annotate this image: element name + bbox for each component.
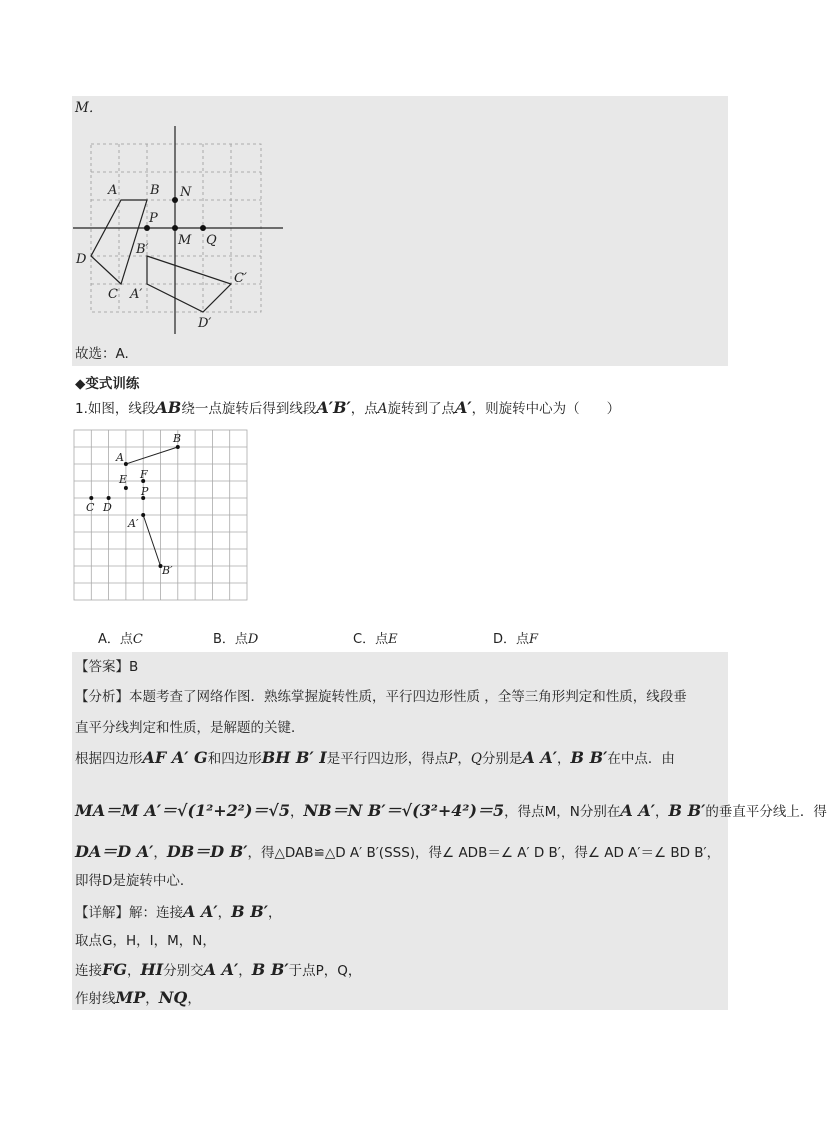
fig2-label-b: B [173, 432, 182, 445]
analysis-line-6: 即得D是旋转中心． [75, 873, 194, 889]
fig2-label-c: C [86, 501, 95, 514]
fig1-label-c: C [108, 287, 118, 302]
fig1-label-a-prime: A′ [130, 287, 143, 302]
analysis-line-3: 根据四边形AF A′ G和四边形BH B′ I是平行四边形，得点P，Q分别是A A′，B B′在中点．由 [75, 748, 675, 767]
fig1-label-d: D [76, 252, 87, 267]
fig1-label-b: B [150, 183, 160, 198]
fig2-label-a: A [116, 451, 124, 464]
fig1-label-b-prime: B′ [136, 242, 149, 257]
detail-line-2: 取点G，H，I，M，N， [75, 933, 216, 949]
option-b[interactable]: B．点D [213, 632, 259, 647]
fig1-label-p: P [149, 211, 158, 226]
option-d[interactable]: D．点F [493, 632, 539, 647]
analysis-line-1: 【分析】本题考查了网络作图．熟练掌握旋转性质，平行四边形性质 ，全等三角形判定和性质，线段垂 [75, 689, 687, 705]
fig2-label-e: E [119, 473, 128, 486]
analysis-line-2: 直平分线判定和性质，是解题的关键． [75, 720, 305, 736]
fig1-label-d-prime: D′ [198, 316, 212, 331]
fig1-label-c-prime: C′ [234, 271, 247, 286]
text-line-m: M． [75, 100, 103, 116]
detail-line-3: 连接FG，HI分别交A A′，B B′于点P，Q， [75, 960, 362, 979]
fig2-label-p: P [141, 485, 149, 498]
analysis-line-5: DA＝D A′，DB＝D B′，得△DAB≌△D A′ B′(SSS)，得∠ ADB＝∠ A′ D B′，得∠ AD A′＝∠ BD B′， [75, 842, 721, 861]
rotation-figure-2 [72, 428, 250, 604]
detail-line-4: 作射线MP，NQ， [75, 988, 201, 1007]
conclusion-text: 故选：A. [75, 346, 129, 362]
analysis-line-4: MA＝M A′＝√(1²+2²)＝√5，NB＝N B′＝√(3²+4²)＝5，得点M，N分别在A A′，B B′的垂直平分线上．得 [75, 801, 827, 820]
fig2-label-d: D [103, 501, 112, 514]
fig1-label-m: M [178, 233, 192, 248]
option-a[interactable]: A．点C [98, 632, 143, 647]
option-c[interactable]: C．点E [353, 632, 398, 647]
question-text: 1.如图，线段AB绕一点旋转后得到线段A′B′，点A旋转到了点A′，则旋转中心为（ ） [75, 398, 621, 417]
rotation-figure-1 [70, 120, 290, 340]
fig2-label-f: F [140, 468, 148, 481]
detail-line-1: 【详解】解：连接A A′，B B′， [75, 902, 282, 921]
fig2-label-b-prime: B′ [162, 564, 173, 577]
fig1-label-q: Q [206, 233, 217, 248]
fig1-label-n: N [180, 185, 192, 200]
fig1-label-a: A [108, 183, 118, 198]
section-heading: ◆变式训练 [75, 376, 140, 392]
fig2-label-a-prime: A′ [128, 517, 139, 530]
answer-text: 【答案】B [75, 659, 139, 675]
